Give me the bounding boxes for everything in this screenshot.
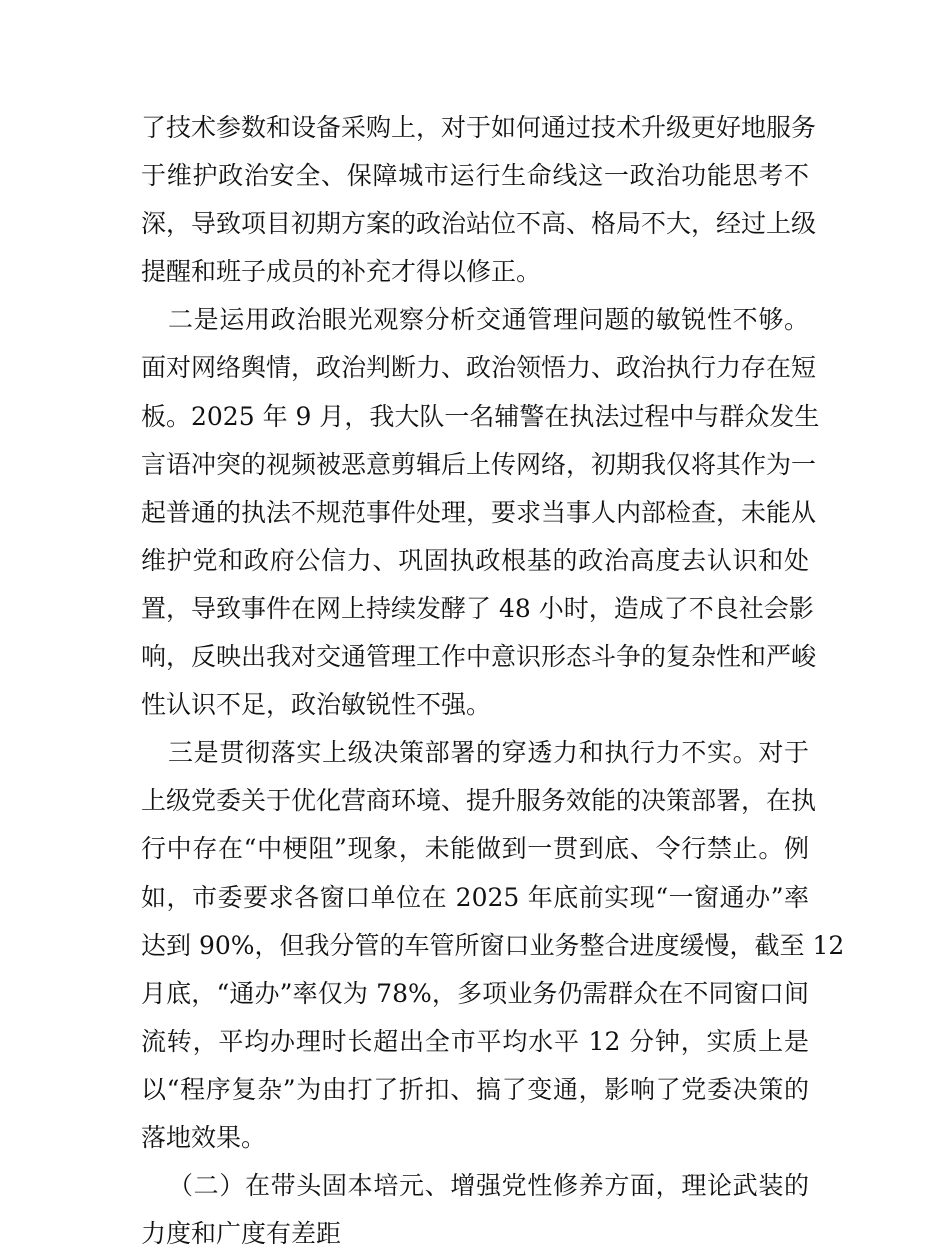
- text-line: 起普通的执法不规范事件处理，要求当事人内部检查，未能从: [141, 497, 817, 527]
- text-line: 上级党委关于优化营商环境、提升服务效能的决策部署，在执: [141, 786, 817, 816]
- text-line: 板。2025 年 9 月，我大队一名辅警在执法过程中与群众发生: [141, 401, 820, 431]
- paragraph-continuation: [141, 104, 817, 296]
- text-line: 行中存在“中梗阻”现象，未能做到一贯到底、令行禁止。例: [141, 834, 809, 864]
- paragraph-point-two: [141, 296, 820, 729]
- text-line: 落地效果。: [141, 1122, 267, 1152]
- paragraph-lead-line: 三是贯彻落实上级决策部署的穿透力和执行力不实。对于: [168, 738, 809, 768]
- text-line: 提醒和班子成员的补充才得以修正。: [141, 257, 542, 287]
- text-line: 以“程序复杂”为由打了折扣、搞了变通，影响了党委决策的: [141, 1074, 809, 1104]
- text-line: 响，反映出我对交通管理工作中意识形态斗争的复杂性和严峻: [141, 642, 817, 672]
- text-line: 如，市委要求各窗口单位在 2025 年底前实现“一窗通办”率: [141, 882, 809, 912]
- text-line: 达到 90%，但我分管的车管所窗口业务整合进度缓慢，截至 12: [141, 930, 845, 960]
- text-line: 性认识不足，政治敏锐性不强。: [141, 690, 492, 720]
- text-line: 于维护政治安全、保障城市运行生命线这一政治功能思考不: [141, 161, 809, 191]
- text-line: 面对网络舆情，政治判断力、政治领悟力、政治执行力存在短: [141, 353, 817, 383]
- paragraph-lead-line: 二是运用政治眼光观察分析交通管理问题的敏锐性不够。: [168, 305, 809, 335]
- document-body: [141, 104, 845, 1258]
- text-line: 置，导致事件在网上持续发酵了 48 小时，造成了不良社会影: [141, 593, 814, 623]
- text-line: 流转，平均办理时长超出全市平均水平 12 分钟，实质上是: [141, 1026, 809, 1056]
- text-line: 维护党和政府公信力、巩固执政根基的政治高度去认识和处: [141, 545, 809, 575]
- paragraph-point-three: [141, 729, 845, 1162]
- text-line: 言语冲突的视频被恶意剪辑后上传网络，初期我仅将其作为一: [141, 449, 817, 479]
- section-heading-two: [141, 1162, 809, 1258]
- text-line: 月底，“通办”率仅为 78%，多项业务仍需群众在不同窗口间: [141, 978, 809, 1008]
- section-heading-line: （二）在带头固本培元、增强党性修养方面，理论武装的: [168, 1171, 809, 1201]
- section-heading-line: 力度和广度有差距: [141, 1219, 342, 1249]
- text-line: 深，导致项目初期方案的政治站位不高、格局不大，经过上级: [141, 209, 817, 239]
- text-line: 了技术参数和设备采购上，对于如何通过技术升级更好地服务: [141, 113, 817, 142]
